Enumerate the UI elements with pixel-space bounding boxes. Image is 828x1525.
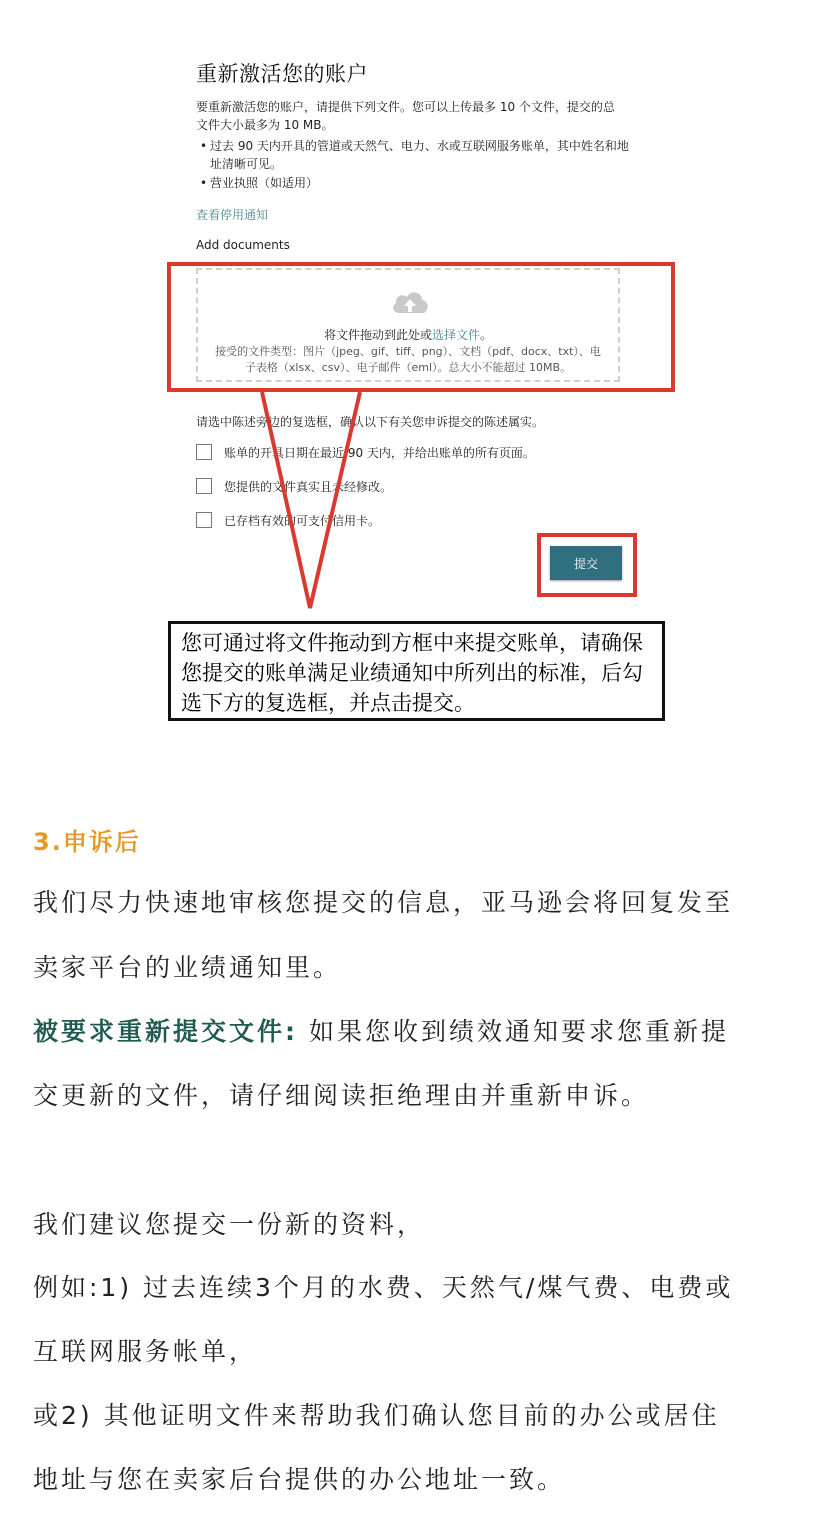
paragraph-text: 如果您收到绩效通知要求您重新提 xyxy=(298,1017,729,1046)
bullet-dot-icon: • xyxy=(200,176,208,190)
drag-suffix: 。 xyxy=(480,328,493,342)
list-item xyxy=(200,137,630,173)
annotation-callout: 您可通过将文件拖动到方框中来提交账单，请确保您提交的账单满足业绩通知中所列出的标准，后勾选下方的复选框，并点击提交。 xyxy=(168,621,665,721)
paragraph-line: 我们尽力快速地审核您提交的信息，亚马逊会将回复发至 xyxy=(33,888,734,917)
form-title: 重新激活您的账户 xyxy=(196,62,368,86)
paragraph-line: 交更新的文件，请仔细阅读拒绝理由并重新申诉。 xyxy=(33,1081,650,1110)
submit-button[interactable]: 提交 xyxy=(550,546,622,580)
checkbox-label: 账单的开具日期在最近 90 天内，并给出账单的所有页面。 xyxy=(224,446,535,460)
accepted-file-types: 接受的文件类型：图片（jpeg、gif、tiff、png）、文档（pdf、docx、txt）、电子表格（xlsx、csv）、电子邮件（eml）。总大小不能超过 10MB。 xyxy=(215,345,601,374)
bullet-text: 过去 90 天内开具的管道或天然气、电力、水或互联网服务账单，其中姓名和地址清晰可见。 xyxy=(210,139,629,171)
confirm-instructions: 请选中陈述旁边的复选框，确认以下有关您申诉提交的陈述属实。 xyxy=(196,415,545,429)
list-item xyxy=(200,174,630,192)
bullet-text: 营业执照（如适用） xyxy=(210,176,319,190)
paragraph-line: 地址与您在卖家后台提供的办公地址一致。 xyxy=(33,1465,566,1494)
paragraph-line: 卖家平台的业绩通知里。 xyxy=(33,953,342,982)
step-heading: 3.申诉后 xyxy=(33,828,141,856)
dropzone-highlight xyxy=(167,262,675,392)
checkbox-bill-date[interactable] xyxy=(196,444,212,460)
checkbox-credit-card[interactable] xyxy=(196,512,212,528)
resubmit-label: 被要求重新提交文件: xyxy=(33,1017,298,1046)
paragraph-line: 例如:1) 过去连续3个月的水费、天然气/煤气费、电费或 xyxy=(33,1273,734,1302)
add-documents-label: Add documents xyxy=(196,238,290,252)
checkbox-authentic[interactable] xyxy=(196,478,212,494)
bullet-dot-icon: • xyxy=(200,139,208,153)
form-intro: 要重新激活您的账户，请提供下列文件。您可以上传最多 10 个文件，提交的总文件大小最多为 10 MB。 xyxy=(196,100,615,132)
paragraph-line: 我们建议您提交一份新的资料， xyxy=(33,1210,426,1239)
paragraph-line: 互联网服务帐单， xyxy=(33,1337,258,1366)
checkbox-label: 您提供的文件真实且未经修改。 xyxy=(224,480,393,494)
paragraph-line: 或2) 其他证明文件来帮助我们确认您目前的办公或居住 xyxy=(33,1401,720,1430)
checkbox-label: 已存档有效的可支付信用卡。 xyxy=(224,514,381,528)
select-file-link[interactable]: 选择文件 xyxy=(431,328,480,342)
drag-text: 将文件拖动到此处或 xyxy=(323,328,432,342)
paragraph-line xyxy=(33,1012,729,1048)
view-notice-link[interactable]: 查看停用通知 xyxy=(196,208,269,222)
